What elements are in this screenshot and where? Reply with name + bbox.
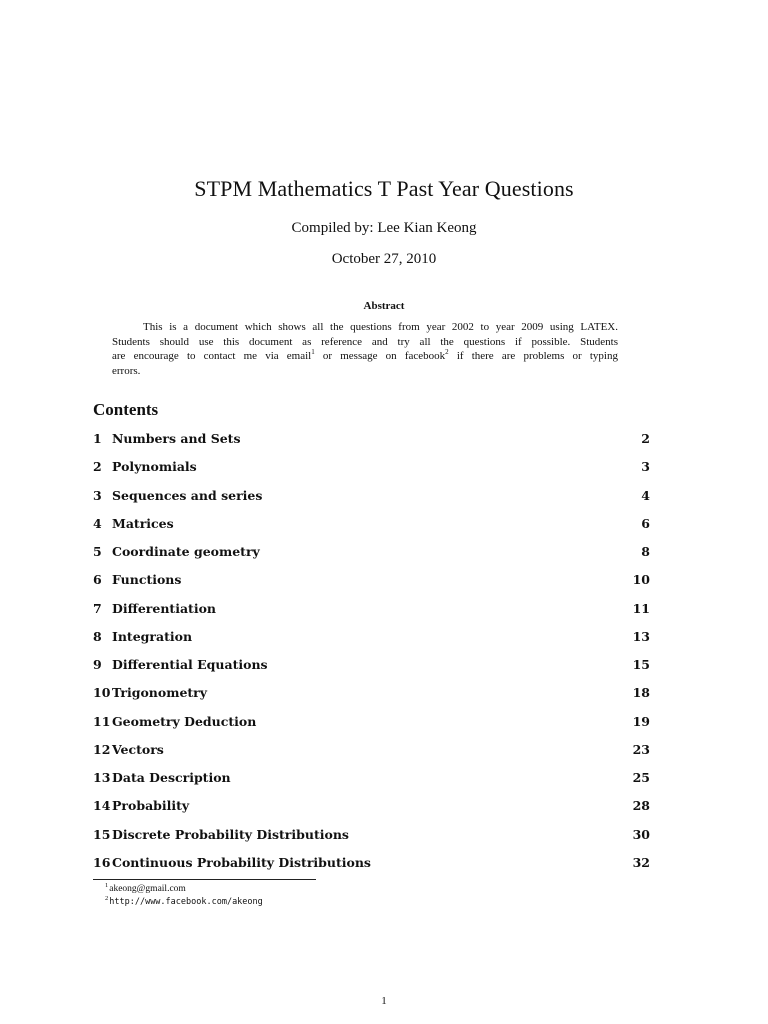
toc-section-number: 2 [93, 459, 102, 475]
abstract-line [112, 349, 618, 364]
toc-section-number: 4 [93, 515, 102, 531]
toc-section-title: Polynomials [112, 459, 197, 475]
abstract-text: are encourage to contact me via email [112, 350, 312, 362]
footnote-facebook-link[interactable]: http://www.facebook.com/akeong [109, 897, 263, 907]
toc-page-number: 2 [641, 431, 650, 446]
abstract-line: This is a document which shows all the questions from year 2002 to year 2009 using LATEX. [143, 321, 618, 333]
toc-section-title: Numbers and Sets [112, 431, 241, 446]
abstract-body [112, 320, 618, 378]
toc-section-number: 12 [93, 741, 111, 757]
toc-section-number: 15 [93, 826, 111, 842]
toc-entry-discrete-probability-distributions[interactable] [93, 827, 650, 855]
document-author: Compiled by: Lee Kian Keong [291, 220, 477, 236]
toc-page-number: 15 [632, 657, 650, 672]
toc-section-number: 3 [93, 487, 102, 503]
toc-section-title: Coordinate geometry [112, 544, 260, 559]
toc-page-number: 10 [632, 572, 650, 588]
abstract-text: or message on facebook [314, 350, 446, 362]
footnote-mark-2: 2 [445, 348, 449, 356]
footnote-mark-1: 1 [311, 348, 315, 356]
toc-section-title: Geometry Deduction [112, 713, 257, 729]
toc-section-number: 10 [93, 685, 111, 701]
table-of-contents [93, 431, 650, 883]
toc-entry-integration[interactable] [93, 629, 650, 657]
toc-section-title: Trigonometry [112, 685, 208, 701]
toc-section-title: Integration [112, 628, 193, 644]
abstract-heading: Abstract [363, 300, 405, 312]
toc-section-number: 8 [93, 628, 102, 644]
toc-section-number: 6 [93, 572, 102, 588]
toc-section-title: Continuous Probability Distributions [112, 854, 371, 870]
toc-page-number: 28 [632, 798, 650, 814]
toc-entry-sequences-and-series[interactable] [93, 488, 650, 516]
toc-entry-data-description[interactable] [93, 770, 650, 798]
toc-entry-coordinate-geometry[interactable] [93, 544, 650, 572]
toc-section-title: Data Description [112, 770, 231, 785]
toc-entry-probability[interactable] [93, 798, 650, 826]
toc-page-number: 25 [632, 770, 650, 785]
toc-section-title: Differential Equations [112, 657, 268, 672]
toc-page-number: 30 [632, 826, 650, 842]
toc-page-number: 32 [632, 854, 650, 870]
footnote-mark: 2 [105, 895, 109, 902]
abstract-text: if there are problems or typing [448, 350, 618, 362]
abstract-line: Students should use this document as reference and try all the questions if possible. Students [112, 335, 618, 348]
toc-page-number: 23 [632, 741, 650, 757]
toc-section-title: Sequences and series [112, 487, 263, 503]
footnote-mark: 1 [105, 882, 109, 889]
toc-page-number: 4 [641, 487, 650, 503]
footnote-email-link[interactable]: akeong@gmail.com [109, 884, 186, 894]
toc-page-number: 18 [632, 685, 650, 701]
contents-heading: Contents [93, 400, 159, 419]
toc-section-number: 9 [93, 657, 102, 672]
toc-section-number: 16 [93, 854, 111, 870]
toc-entry-functions[interactable] [93, 572, 650, 600]
toc-entry-trigonometry[interactable] [93, 685, 650, 713]
footnote-divider [93, 879, 316, 880]
toc-section-number: 11 [93, 713, 111, 729]
toc-section-title: Differentiation [112, 600, 216, 616]
toc-page-number: 6 [641, 515, 650, 531]
footnote-2 [105, 895, 263, 907]
toc-entry-numbers-and-sets[interactable] [93, 431, 650, 459]
toc-entry-matrices[interactable] [93, 516, 650, 544]
toc-page-number: 19 [632, 713, 650, 729]
toc-page-number: 8 [641, 544, 650, 559]
toc-page-number: 13 [632, 628, 650, 644]
footnote-1 [105, 882, 186, 894]
toc-section-number: 1 [93, 431, 102, 446]
document-date: October 27, 2010 [331, 251, 437, 267]
document-title: STPM Mathematics T Past Year Questions [194, 176, 574, 201]
toc-section-title: Probability [112, 798, 190, 814]
toc-section-number: 14 [93, 798, 111, 814]
toc-section-number: 13 [93, 770, 111, 785]
toc-entry-differentiation[interactable] [93, 601, 650, 629]
toc-entry-differential-equations[interactable] [93, 657, 650, 685]
toc-section-number: 7 [93, 600, 102, 616]
toc-page-number: 11 [632, 600, 650, 616]
abstract-line: errors. [112, 364, 141, 377]
toc-entry-vectors[interactable] [93, 742, 650, 770]
page-number: 1 [381, 995, 387, 1007]
toc-section-title: Vectors [112, 741, 164, 757]
toc-entry-geometry-deduction[interactable] [93, 714, 650, 742]
toc-section-number: 5 [93, 544, 102, 559]
toc-section-title: Functions [112, 572, 182, 588]
toc-entry-polynomials[interactable] [93, 459, 650, 487]
toc-section-title: Matrices [112, 515, 174, 531]
toc-section-title: Discrete Probability Distributions [112, 826, 349, 842]
toc-page-number: 3 [641, 459, 650, 475]
